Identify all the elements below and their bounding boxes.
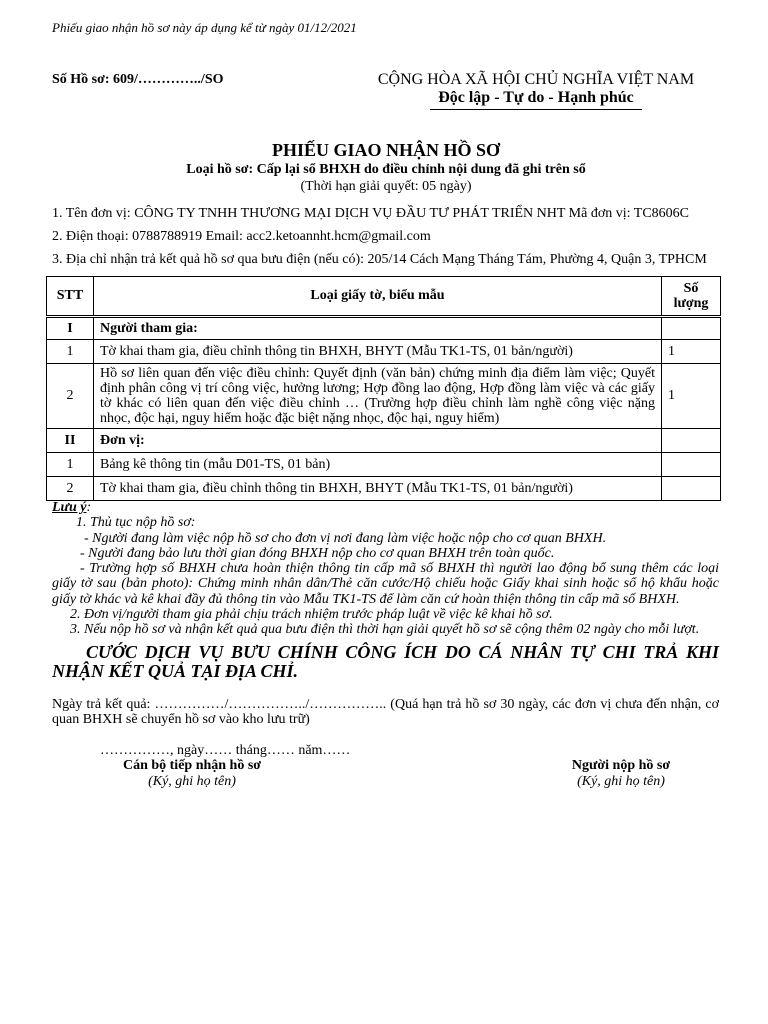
national-motto: Độc lập - Tự do - Hạnh phúc: [430, 89, 642, 110]
dossier-type: Loại hồ sơ: Cấp lại sổ BHXH do điều chỉnh nội dung đã ghi trên sổ: [186, 162, 586, 177]
dossier-number: Số Hồ sơ: 609/…………../SO: [52, 72, 224, 87]
document-title-block: [0, 140, 768, 195]
applicability-note: Phiếu giao nhận hồ sơ này áp dụng kể từ ngày 01/12/2021: [52, 20, 357, 35]
row-document: Tờ khai tham gia, điều chỉnh thông tin BHXH, BHYT (Mẫu TK1-TS, 01 bản/người): [94, 477, 662, 501]
notes-section: Lưu ý: 1. Thủ tục nộp hồ sơ: - Người đang làm việc nộp hồ sơ cho đơn vị nơi đang làm việc hoặc nộp cho cơ quan BHXH. - Người đang bảo lưu thời gian đóng BHXH nộp cho cơ quan BHXH trên toàn quốc. - Trường hợp số BHXH chưa hoàn thiện thông tin cấp mã số BHXH thì người lao động bổ sung thêm các loại giấy tờ sau (bản photo): Chứng minh nhân dân/Thẻ căn cước/Hộ chiếu hoặc Giấy khai sinh hoặc sổ hộ khẩu hoặc giấy tờ khác và kê khai đầy đủ thông tin vào Mẫu TK1-TS để làm căn cứ hoàn thiện thông tin cấp mã số BHXH. 2. Đơn vị/người tham gia phải chịu trách nhiệm trước pháp luật về việc kê khai hồ sơ. 3. Nếu nộp hồ sơ và nhận kết quả qua bưu điện thì thời hạn giải quyết hồ sơ sẽ cộng thêm 02 ngày cho mỗi lượt.: [52, 500, 719, 638]
note-item-2: 2. Đơn vị/người tham gia phải chịu trách nhiệm trước pháp luật về việc kê khai hồ sơ.: [70, 607, 553, 623]
row-document: Tờ khai tham gia, điều chỉnh thông tin BHXH, BHYT (Mẫu TK1-TS, 01 bản/người): [94, 340, 662, 364]
processing-deadline: (Thời hạn giải quyết: 05 ngày): [300, 179, 472, 194]
signing-date-line: ……………, ngày…… tháng…… năm……: [100, 743, 351, 758]
note-item-1c: - Trường hợp số BHXH chưa hoàn thiện thông tin cấp mã số BHXH thì người lao động bổ sung thêm các loại giấy tờ sau (bản photo): Chứng minh nhân dân/Thẻ căn cước/Hộ chiếu hoặc Giấy khai sinh hoặc sổ hộ khẩu hoặc giấy tờ khác và kê khai đầy đủ thông tin vào Mẫu TK1-TS để làm căn cứ hoàn thiện thông tin cấp mã số BHXH.: [52, 561, 719, 607]
section-number: I: [47, 317, 94, 340]
row-stt: 2: [47, 477, 94, 501]
row-document: Hồ sơ liên quan đến việc điều chỉnh: Quyết định (văn bản) chứng minh địa điểm làm việc; Quyết định phân công vị trí công việc, hưởng lương; Hợp đồng lao động, Hợp đồng làm việc và các giấy tờ khác có liên quan đến việc điều chỉnh … (Trường hợp điều chỉnh làm nghề công việc nặng nhọc, độc hại, nguy hiểm hoặc đặc biệt nặng nhọc, độc hại, nguy hiểm): [94, 364, 662, 429]
info-unit-name: 1. Tên đơn vị: CÔNG TY TNHH THƯƠNG MẠI DỊCH VỤ ĐẦU TƯ PHÁT TRIỂN NHT Mã đơn vị: TC8606C: [52, 206, 689, 221]
documents-table: [46, 276, 721, 501]
table-row: [47, 453, 721, 477]
row-quantity: [662, 453, 721, 477]
section-row: [47, 317, 721, 340]
return-date-line: Ngày trả kết quả: ……………/……………../…………….. (Quá hạn trả hồ sơ 30 ngày, các đơn vị chưa đến nhận, cơ quan BHXH sẽ chuyển hồ sơ vào kho lưu trữ): [52, 697, 719, 727]
row-quantity: [662, 477, 721, 501]
section-row: [47, 429, 721, 453]
table-row: [47, 340, 721, 364]
submitter-role: Người nộp hồ sơ: [571, 758, 671, 773]
section-title: Đơn vị:: [94, 429, 662, 453]
section-title: Người tham gia:: [94, 317, 662, 340]
row-stt: 2: [47, 364, 94, 429]
notes-heading: Lưu ý: [52, 500, 87, 515]
info-address: 3. Địa chỉ nhận trả kết quả hồ sơ qua bưu điện (nếu có): 205/14 Cách Mạng Tháng Tám, Phường 4, Quận 3, TPHCM: [52, 252, 707, 267]
row-quantity: 1: [662, 364, 721, 429]
submitter-signature-block: [521, 758, 721, 790]
receiver-signature-block: [92, 758, 292, 790]
table-row: [47, 477, 721, 501]
receiver-sign-hint: (Ký, ghi họ tên): [148, 774, 236, 789]
header-stt: STT: [47, 277, 94, 317]
national-header: [360, 71, 712, 110]
table-header-row: [47, 277, 721, 317]
note-item-1b: - Người đang bảo lưu thời gian đóng BHXH nộp cho cơ quan BHXH trên toàn quốc.: [80, 545, 555, 561]
section-quantity: [662, 317, 721, 340]
receiver-role: Cán bộ tiếp nhận hồ sơ: [122, 758, 262, 773]
row-stt: 1: [47, 340, 94, 364]
section-number: II: [47, 429, 94, 453]
header-quantity: Số lượng: [662, 277, 721, 317]
table-row: [47, 364, 721, 429]
note-item-1: 1. Thủ tục nộp hồ sơ:: [76, 515, 196, 531]
row-quantity: 1: [662, 340, 721, 364]
note-item-1a: - Người đang làm việc nộp hồ sơ cho đơn vị nơi đang làm việc hoặc nộp cho cơ quan BHXH.: [84, 530, 607, 546]
submitter-sign-hint: (Ký, ghi họ tên): [577, 774, 665, 789]
document-title: PHIẾU GIAO NHẬN HỒ SƠ: [271, 140, 501, 160]
section-quantity: [662, 429, 721, 453]
row-document: Bảng kê thông tin (mẫu D01-TS, 01 bản): [94, 453, 662, 477]
national-name: CỘNG HÒA XÃ HỘI CHỦ NGHĨA VIỆT NAM: [377, 71, 695, 88]
header-document-type: Loại giấy tờ, biểu mẫu: [94, 277, 662, 317]
row-stt: 1: [47, 453, 94, 477]
info-phone-email: 2. Điện thoại: 0788788919 Email: acc2.ketoannht.hcm@gmail.com: [52, 229, 431, 244]
postal-fee-note: CƯỚC DỊCH VỤ BƯU CHÍNH CÔNG ÍCH DO CÁ NHÂN TỰ CHI TRẢ KHI NHẬN KẾT QUẢ TẠI ĐỊA CHỈ.: [52, 642, 719, 681]
note-item-3: 3. Nếu nộp hồ sơ và nhận kết quả qua bưu điện thì thời hạn giải quyết hồ sơ sẽ cộng thêm 02 ngày cho mỗi lượt.: [70, 622, 700, 638]
